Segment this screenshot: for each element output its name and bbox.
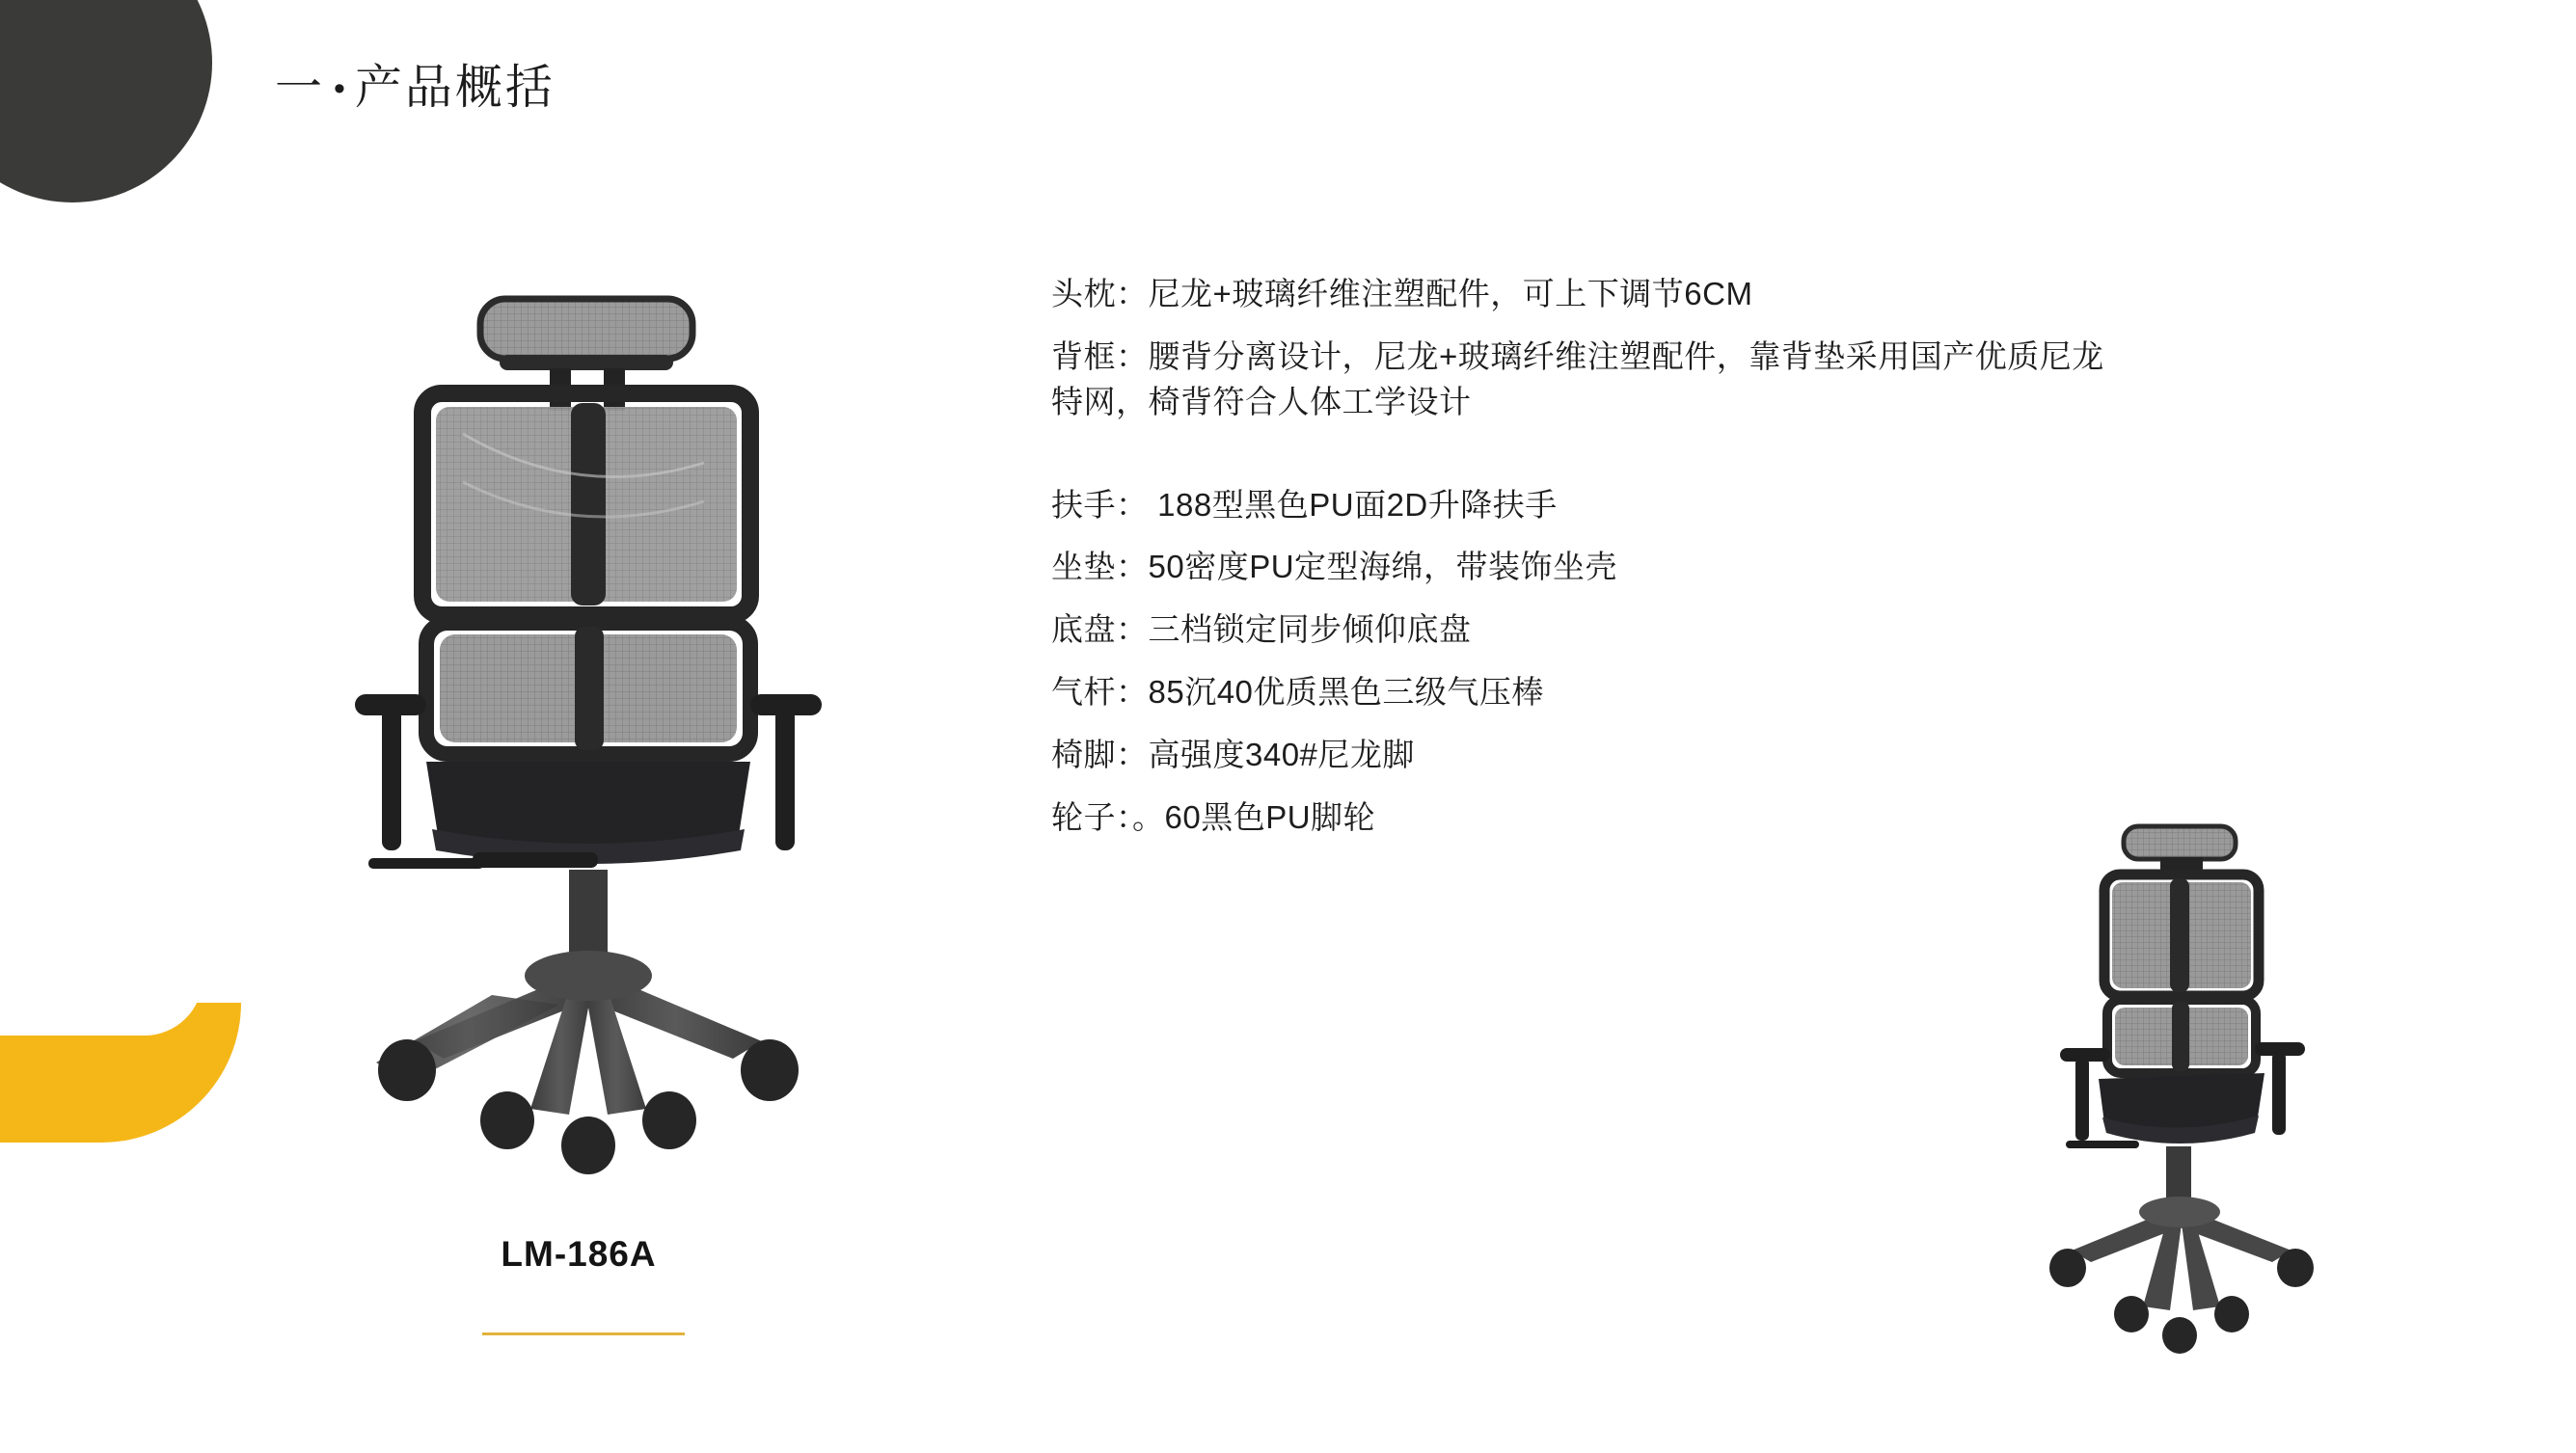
heading-bullet: • bbox=[334, 70, 345, 107]
product-model-label bbox=[405, 1234, 752, 1275]
decorative-circle bbox=[0, 0, 212, 202]
office-chair-angle-image bbox=[2016, 815, 2344, 1374]
spec-item-chassis: 底盘：三档锁定同步倾仰底盘 bbox=[1051, 611, 1472, 648]
decorative-yellow-shape bbox=[0, 1003, 241, 1143]
spec-item-gas-lift: 气杆：85沉40优质黑色三级气压棒 bbox=[1051, 674, 1544, 711]
spec-item-seat-cushion: 坐垫：50密度PU定型海绵，带装饰坐壳 bbox=[1051, 549, 1618, 585]
spec-item-armrest: 扶手： 188型黑色PU面2D升降扶手 bbox=[1051, 486, 1558, 523]
spec-item-casters: 轮子：。60黑色PU脚轮 bbox=[1051, 798, 1376, 835]
product-model-name: LM-186A bbox=[501, 1234, 657, 1274]
heading-text: 产品概括 bbox=[354, 60, 556, 115]
product-underline bbox=[482, 1332, 685, 1335]
heading-number: 一 bbox=[275, 60, 325, 115]
page-title bbox=[275, 50, 556, 118]
specification-list bbox=[1051, 272, 2112, 858]
office-chair-front-image bbox=[318, 280, 858, 1205]
spec-item-backframe: 背框：腰背分离设计，尼龙+玻璃纤维注塑配件，靠背垫采用国产优质尼龙特网，椅背符合人体工学设计 bbox=[1051, 337, 2104, 419]
spec-spacer bbox=[1051, 439, 2112, 483]
spec-item-chair-base: 椅脚：高强度340#尼龙脚 bbox=[1051, 737, 1415, 773]
spec-item-headrest: 头枕：尼龙+玻璃纤维注塑配件，可上下调节6CM bbox=[1051, 276, 1753, 311]
